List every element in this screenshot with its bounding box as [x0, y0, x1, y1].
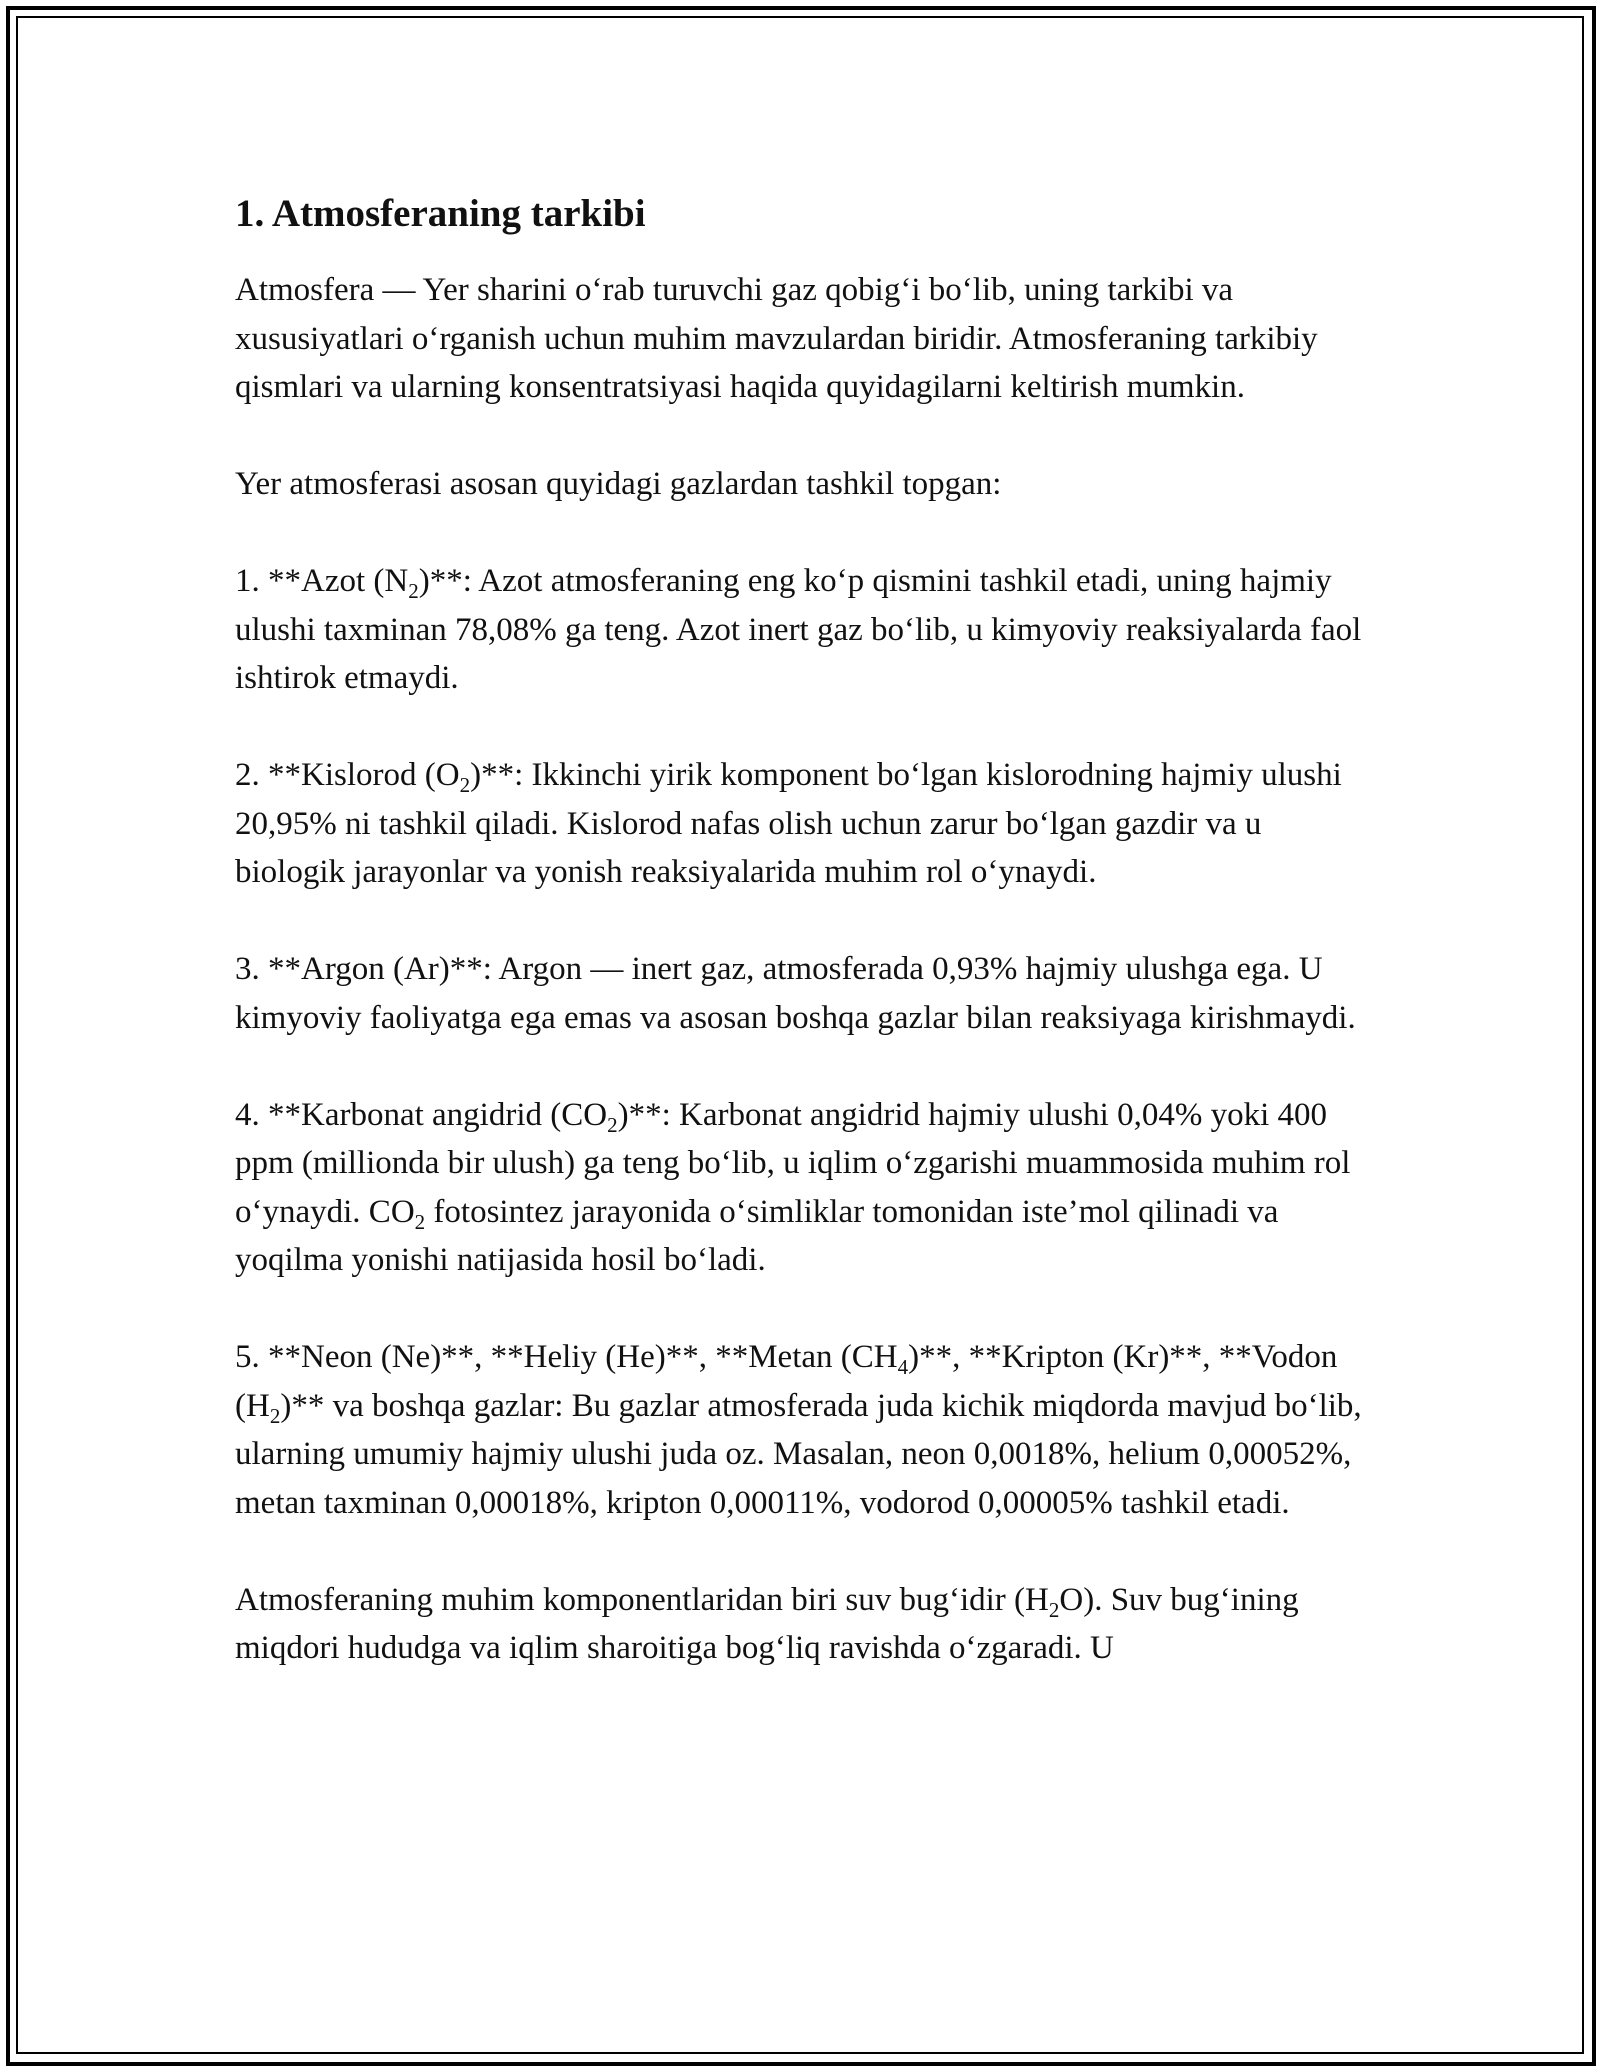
lead-paragraph: Yer atmosferasi asosan quyidagi gazlardan tashkil topgan:: [235, 466, 1002, 502]
item-text: )**: Ikkinchi yirik komponent bo‘lgan kislorodning hajmiy ulushi 20,95% ni tashkil qiladi. Kislorod nafas olish uchun zarur bo‘lgan gazdir va u biologik jarayonlar va yonish reaksiyalarida muhim rol o‘ynaydi.: [235, 757, 1342, 890]
document-body: [235, 186, 1375, 1721]
item-text: )**, **Kripton (Kr)**, **Vodon (H: [235, 1339, 1338, 1424]
subscript: 2: [408, 579, 419, 603]
item-text: Atmosferaning muhim komponentlaridan biri suv bug‘idir (H: [235, 1581, 1049, 1618]
item-text: )** va boshqa gazlar: Bu gazlar atmosferada juda kichik miqdorda mavjud bo‘lib, ularning umumiy hajmiy ulushi juda oz. Masalan, neon 0,0018%, helium 0,00052%, metan taxminan 0,00018%, kripton 0,00011%, vodorod 0,00005% tashkil etadi.: [235, 1387, 1362, 1521]
item-text: 1. **Azot (N: [235, 563, 409, 599]
list-item-argon: 3. **Argon (Ar)**: Argon — inert gaz, atmosferada 0,93% hajmiy ulushga ega. U kimyoviy faoliyatga ega emas va asosan boshqa gazlar bilan reaksiyaga kirishmaydi.: [235, 951, 1356, 1036]
item-text: 2. **Kislorod (O: [235, 757, 460, 793]
item-text: 5. **Neon (Ne)**, **Heliy (He)**, **Metan (CH: [235, 1339, 898, 1375]
subscript: 2: [414, 1209, 426, 1234]
section-heading: 1. Atmosferaning tarkibi: [235, 192, 646, 235]
closing-paragraph: [235, 1576, 1375, 1673]
subscript: 2: [459, 773, 471, 797]
list-item-oxygen: [235, 751, 1375, 897]
item-text: 4. **Karbonat angidrid (CO: [235, 1096, 608, 1133]
subscript: 4: [897, 1355, 909, 1379]
item-text: )**: Karbonat angidrid hajmiy ulushi 0,04% yoki 400 ppm (millionda bir ulush) ga teng bo‘lib, u iqlim o‘zgarishi muammosida muhim rol o‘ynaydi. CO: [235, 1096, 1351, 1230]
list-item-trace-gases: [235, 1333, 1375, 1527]
list-item-carbon-dioxide: [235, 1091, 1375, 1285]
subscript: 2: [607, 1112, 618, 1137]
subscript: 2: [1048, 1597, 1060, 1622]
list-item-nitrogen: [235, 557, 1375, 703]
intro-paragraph: Atmosfera — Yer sharini o‘rab turuvchi gaz qobig‘i bo‘lib, uning tarkibi va xususiyatlari o‘rganish uchun muhim mavzulardan biridir. Atmosferaning tarkibiy qismlari va ularning konsentratsiyasi haqida quyidagilarni keltirish mumkin.: [235, 272, 1318, 405]
item-text: fotosintez jarayonida o‘simliklar tomonidan iste’mol qilinadi va yoqilma yonishi natijasida hosil bo‘ladi.: [235, 1193, 1279, 1278]
item-text: )**: Azot atmosferaning eng ko‘p qismini tashkil etadi, uning hajmiy ulushi taxminan 78,08% ga teng. Azot inert gaz bo‘lib, u kimyoviy reaksiyalarda faol ishtirok etmaydi.: [235, 563, 1362, 696]
item-text: O). Suv bug‘ining miqdori hududga va iqlim sharoitiga bog‘liq ravishda o‘zgaradi. U: [235, 1581, 1299, 1666]
subscript: 2: [269, 1403, 281, 1428]
